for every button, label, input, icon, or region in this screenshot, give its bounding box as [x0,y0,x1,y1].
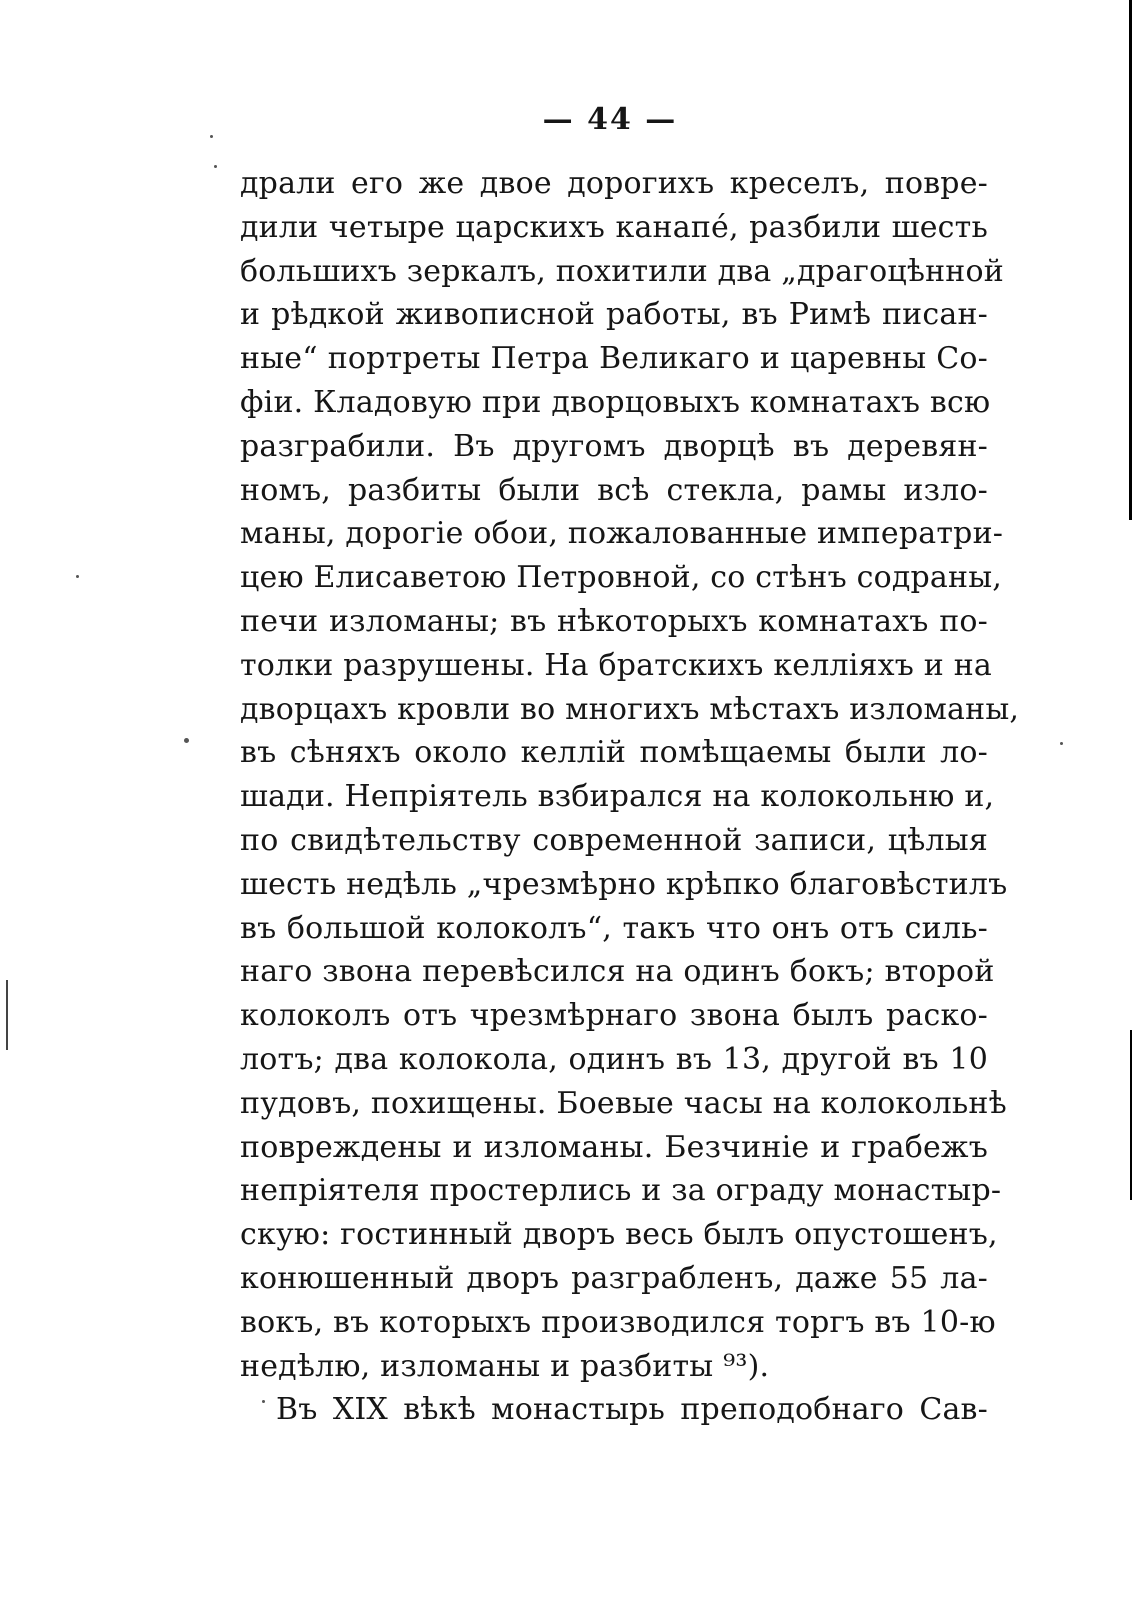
text-line: номъ, разбиты были всѣ стекла, рамы изло- [240,472,988,508]
scan-speck [76,575,79,578]
text-line: шади. Непріятель взбирался на колокольню и, [240,779,995,815]
text-line: по свидѣтельству современной записи, цѣлыя [240,822,988,858]
body-text [240,162,1020,1432]
scan-margin-mark [6,980,8,1050]
text-line: толки разрушены. На братскихъ келліяхъ и на [240,647,993,683]
scan-speck [1060,742,1063,745]
scan-edge-shadow-lower [1130,1030,1132,1200]
scan-edge-shadow [1129,0,1132,520]
text-line: лотъ; два колокола, одинъ въ 13, другой въ 10 [240,1041,988,1077]
text-line: скую: гостинный дворъ весь былъ опустошенъ, [240,1217,998,1253]
text-line: драли его же двое дорогихъ креселъ, повре- [240,166,988,201]
text-line: вокъ, въ которыхъ производился торгъ въ 10-ю [240,1304,996,1340]
paragraph-start-line: Въ XIX вѣкѣ монастырь преподобнаго Сав- [276,1392,988,1428]
text-line: шесть недѣль „чрезмѣрно крѣпко благовѣстилъ [240,866,1008,902]
text-line: цею Елисаветою Петровной, со стѣнъ содраны, [240,560,1003,596]
text-line: разграбили. Въ другомъ дворцѣ въ деревян- [240,428,988,464]
text-line: дили четыре царскихъ канапе́, разбили шесть [240,209,988,245]
text-line: печи изломаны; въ нѣкоторыхъ комнатахъ по- [240,603,988,639]
text-line: ные“ портреты Петра Великаго и царевны Со- [240,341,988,377]
scan-speck [214,165,217,168]
text-line-paragraph-end: недѣлю, изломаны и разбиты ⁹³). [240,1348,770,1384]
text-line: и рѣдкой живописной работы, въ Римѣ писан- [240,297,988,333]
text-line: повреждены и изломаны. Безчиніе и грабежъ [240,1129,988,1165]
text-line: наго звона перевѣсился на одинъ бокъ; второй [240,954,995,990]
text-line: непріятеля простерлись и за ограду монастыр- [240,1173,1002,1209]
text-line: пудовъ, похищены. Боевые часы на колокольнѣ [240,1085,1007,1121]
text-line: дворцахъ кровли во многихъ мѣстахъ изломаны, [240,691,1020,727]
text-line: маны, дорогіе обои, пожалованные императри- [240,516,1004,552]
text-line: въ большой колоколъ“, такъ что онъ отъ силь- [240,910,988,946]
text-line: въ сѣняхъ около келлій помѣщаемы были ло- [240,735,988,771]
text-line: большихъ зеркалъ, похитили два „драгоцѣнной [240,253,1004,289]
scan-speck [184,738,189,743]
text-line: колоколъ отъ чрезмѣрнаго звона былъ раско- [240,998,988,1034]
text-line: фіи. Кладовую при дворцовыхъ комнатахъ всю [240,384,991,420]
page-number: — 44 — [542,102,678,137]
text-line: конюшенный дворъ разграбленъ, даже 55 ла- [240,1260,988,1296]
